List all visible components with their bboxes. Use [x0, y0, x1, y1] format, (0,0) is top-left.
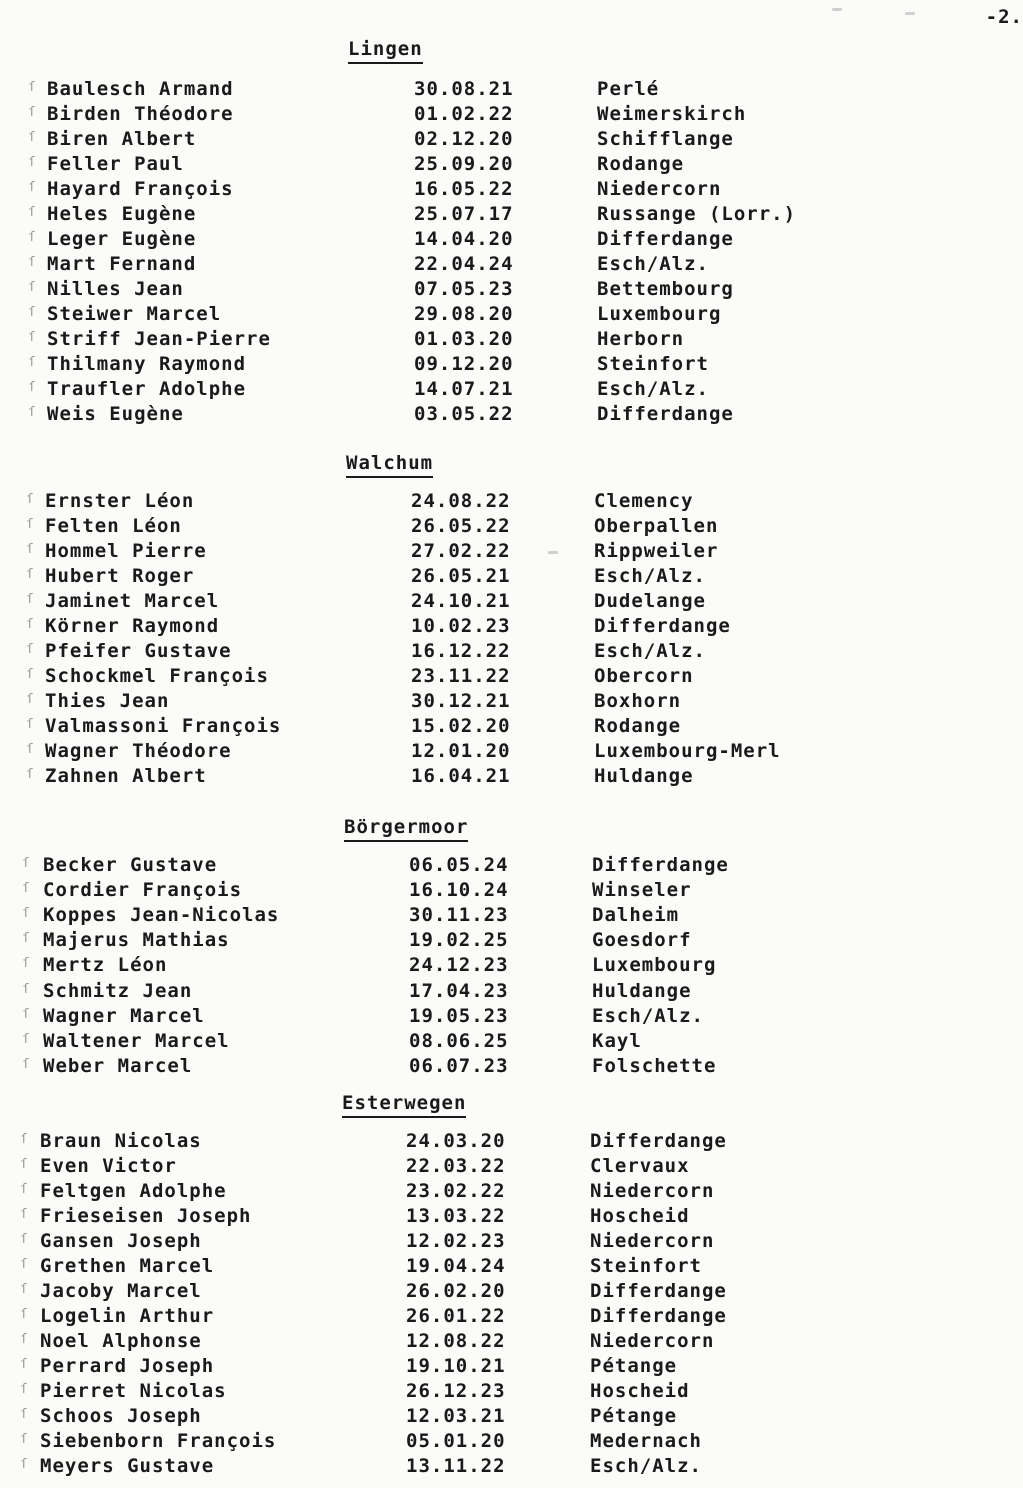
person-name: Thilmany Raymond	[47, 353, 247, 375]
person-name: Braun Nicolas	[40, 1130, 202, 1152]
list-item	[0, 690, 1023, 715]
birth-date: 24.10.21	[411, 590, 511, 612]
home-town: Bettembourg	[597, 278, 734, 300]
person-name: Hubert Roger	[45, 565, 195, 587]
check-mark-icon: ſ	[20, 1432, 29, 1447]
birth-date: 26.12.23	[406, 1380, 506, 1402]
home-town: Esch/Alz.	[590, 1455, 702, 1477]
person-name: Jaminet Marcel	[45, 590, 220, 612]
birth-date: 30.08.21	[414, 78, 514, 100]
person-name: Majerus Mathias	[43, 929, 230, 952]
birth-date: 09.12.20	[414, 353, 514, 375]
home-town: Rippweiler	[594, 540, 719, 562]
check-mark-icon: ſ	[20, 1182, 29, 1197]
check-mark-icon: ſ	[26, 667, 35, 682]
home-town: Esch/Alz.	[597, 253, 709, 275]
home-town: Luxembourg-Merl	[594, 740, 781, 762]
birth-date: 08.06.25	[409, 1029, 509, 1052]
birth-date: 06.05.24	[409, 854, 509, 876]
list-item	[0, 1130, 1023, 1155]
home-town: Luxembourg	[597, 303, 722, 325]
list-item	[0, 740, 1023, 765]
birth-date: 16.12.22	[411, 640, 511, 662]
home-town: Dudelange	[594, 590, 706, 612]
check-mark-icon: ſ	[22, 906, 31, 922]
home-town: Dalheim	[592, 904, 680, 927]
list-item	[0, 1055, 1023, 1080]
birth-date: 01.02.22	[414, 103, 514, 125]
list-item	[0, 954, 1023, 979]
person-name: Hommel Pierre	[45, 540, 207, 562]
check-mark-icon: ſ	[26, 542, 35, 557]
home-town: Differdange	[590, 1305, 727, 1327]
list-item	[0, 1355, 1023, 1380]
birth-date: 14.07.21	[414, 378, 514, 400]
person-name: Feltgen Adolphe	[40, 1180, 227, 1202]
person-name: Ernster Léon	[45, 490, 195, 512]
check-mark-icon: ſ	[22, 856, 31, 871]
birth-date: 13.11.22	[406, 1455, 506, 1477]
list-item	[0, 1455, 1023, 1480]
check-mark-icon: ſ	[26, 517, 35, 532]
check-mark-icon: ſ	[28, 330, 37, 345]
check-mark-icon: ſ	[26, 592, 35, 607]
home-town: Pétange	[590, 1405, 678, 1427]
birth-date: 19.05.23	[409, 1004, 509, 1027]
home-town: Folschette	[592, 1054, 717, 1077]
person-name: Baulesch Armand	[47, 78, 234, 100]
home-town: Weimerskirch	[597, 103, 747, 125]
person-name: Even Victor	[40, 1155, 177, 1177]
home-town: Differdange	[594, 615, 731, 637]
list-item	[0, 1155, 1023, 1180]
list-item	[0, 353, 1023, 378]
person-name: Cordier François	[43, 879, 243, 902]
check-mark-icon: ſ	[20, 1257, 29, 1272]
check-mark-icon: ſ	[22, 881, 31, 897]
check-mark-icon: ſ	[20, 1307, 29, 1322]
list-item	[0, 1030, 1023, 1055]
check-mark-icon: ſ	[26, 617, 35, 632]
person-name: Waltener Marcel	[43, 1029, 230, 1052]
person-name: Schmitz Jean	[43, 979, 193, 1002]
person-name: Wagner Théodore	[45, 740, 232, 762]
home-town: Boxhorn	[594, 690, 682, 712]
home-town: Differdange	[597, 403, 734, 425]
birth-date: 19.04.24	[406, 1255, 506, 1277]
check-mark-icon: ſ	[22, 1056, 31, 1072]
person-name: Valmassoni François	[45, 715, 282, 737]
person-name: Koppes Jean-Nicolas	[43, 904, 280, 927]
home-town: Rodange	[597, 153, 685, 175]
list-item	[0, 1280, 1023, 1305]
birth-date: 15.02.20	[411, 715, 511, 737]
person-name: Schoos Joseph	[40, 1405, 202, 1427]
home-town: Rodange	[594, 715, 682, 737]
list-item	[0, 1305, 1023, 1330]
check-mark-icon: ſ	[28, 130, 37, 145]
list-item	[0, 565, 1023, 590]
home-town: Niedercorn	[597, 178, 722, 200]
list-item	[0, 1430, 1023, 1455]
home-town: Differdange	[590, 1280, 727, 1302]
list-item	[0, 1230, 1023, 1255]
list-item	[0, 715, 1023, 740]
list-item	[0, 765, 1023, 790]
birth-date: 16.04.21	[411, 765, 511, 787]
birth-date: 16.05.22	[414, 178, 514, 200]
home-town: Obercorn	[594, 665, 694, 687]
person-name: Hayard François	[47, 178, 234, 200]
birth-date: 16.10.24	[409, 879, 509, 902]
check-mark-icon: ſ	[28, 155, 37, 170]
check-mark-icon: ſ	[28, 180, 37, 195]
person-name: Birden Théodore	[47, 103, 234, 125]
home-town: Medernach	[590, 1430, 702, 1452]
birth-date: 03.05.22	[414, 403, 514, 425]
home-town: Goesdorf	[592, 929, 692, 952]
home-town: Winseler	[592, 879, 692, 902]
home-town: Schifflange	[597, 128, 734, 150]
birth-date: 14.04.20	[414, 228, 514, 250]
home-town: Steinfort	[590, 1255, 702, 1277]
list-item	[0, 1180, 1023, 1205]
check-mark-icon: ſ	[26, 642, 35, 657]
section-title: Lingen	[348, 38, 423, 64]
list-item	[0, 1205, 1023, 1230]
person-name: Leger Eugène	[47, 228, 197, 250]
home-town: Clemency	[594, 490, 694, 512]
person-name: Perrard Joseph	[40, 1355, 215, 1377]
person-name: Weber Marcel	[43, 1054, 193, 1077]
section-title: Esterwegen	[342, 1092, 466, 1118]
birth-date: 26.02.20	[406, 1280, 506, 1302]
birth-date: 29.08.20	[414, 303, 514, 325]
person-name: Mertz Léon	[43, 954, 168, 977]
person-name: Grethen Marcel	[40, 1255, 215, 1277]
person-name: Jacoby Marcel	[40, 1280, 202, 1302]
person-name: Weis Eugène	[47, 403, 184, 425]
check-mark-icon: ſ	[20, 1407, 29, 1422]
home-town: Differdange	[592, 854, 729, 876]
birth-date: 23.02.22	[406, 1180, 506, 1202]
check-mark-icon: ſ	[26, 767, 35, 782]
person-name: Pierret Nicolas	[40, 1380, 227, 1402]
person-name: Frieseisen Joseph	[40, 1205, 252, 1227]
birth-date: 26.05.22	[411, 515, 511, 537]
birth-date: 24.03.20	[406, 1130, 506, 1152]
birth-date: 19.10.21	[406, 1355, 506, 1377]
person-name: Striff Jean-Pierre	[47, 328, 271, 350]
list-item	[0, 879, 1023, 904]
check-mark-icon: ſ	[20, 1282, 29, 1297]
birth-date: 01.03.20	[414, 328, 514, 350]
list-item	[0, 153, 1023, 178]
home-town: Pétange	[590, 1355, 678, 1377]
person-name: Traufler Adolphe	[47, 378, 247, 400]
list-item	[0, 540, 1023, 565]
person-name: Mart Fernand	[47, 253, 197, 275]
check-mark-icon: ſ	[28, 255, 37, 270]
list-item	[0, 615, 1023, 640]
home-town: Esch/Alz.	[594, 640, 706, 662]
check-mark-icon: ſ	[26, 717, 35, 732]
birth-date: 13.03.22	[406, 1205, 506, 1227]
check-mark-icon: ſ	[28, 230, 37, 245]
person-name: Körner Raymond	[45, 615, 220, 637]
person-name: Noel Alphonse	[40, 1330, 202, 1352]
check-mark-icon: ſ	[20, 1332, 29, 1347]
check-mark-icon: ſ	[20, 1382, 29, 1397]
check-mark-icon: ſ	[22, 956, 31, 972]
person-name: Logelin Arthur	[40, 1305, 215, 1327]
birth-date: 24.12.23	[409, 954, 509, 977]
list-item	[0, 590, 1023, 615]
check-mark-icon: ſ	[22, 981, 31, 997]
birth-date: 12.02.23	[406, 1230, 506, 1252]
birth-date: 30.12.21	[411, 690, 511, 712]
person-name: Schockmel François	[45, 665, 269, 687]
list-item	[0, 904, 1023, 929]
home-town: Esch/Alz.	[597, 378, 709, 400]
list-item	[0, 490, 1023, 515]
check-mark-icon: ſ	[26, 692, 35, 707]
home-town: Niedercorn	[590, 1330, 715, 1352]
list-item	[0, 178, 1023, 203]
home-town: Steinfort	[597, 353, 709, 375]
home-town: Esch/Alz.	[592, 1004, 704, 1027]
person-name: Nilles Jean	[47, 278, 184, 300]
check-mark-icon: ſ	[20, 1357, 29, 1372]
person-name: Felten Léon	[45, 515, 182, 537]
home-town: Russange (Lorr.)	[597, 203, 797, 225]
list-item	[0, 1005, 1023, 1030]
list-item	[0, 1255, 1023, 1280]
person-name: Wagner Marcel	[43, 1004, 205, 1027]
ink-speck	[832, 8, 842, 11]
home-town: Differdange	[590, 1130, 727, 1152]
list-item	[0, 980, 1023, 1005]
list-item	[0, 203, 1023, 228]
person-name: Gansen Joseph	[40, 1230, 202, 1252]
list-item	[0, 378, 1023, 403]
check-mark-icon: ſ	[20, 1207, 29, 1222]
birth-date: 19.02.25	[409, 929, 509, 952]
home-town: Hoscheid	[590, 1205, 690, 1227]
list-item	[0, 403, 1023, 428]
birth-date: 17.04.23	[409, 979, 509, 1002]
home-town: Clervaux	[590, 1155, 690, 1177]
section-title: Walchum	[346, 452, 433, 478]
birth-date: 25.09.20	[414, 153, 514, 175]
list-item	[0, 103, 1023, 128]
birth-date: 02.12.20	[414, 128, 514, 150]
check-mark-icon: ſ	[20, 1232, 29, 1247]
check-mark-icon: ſ	[28, 355, 37, 370]
check-mark-icon: ſ	[28, 105, 37, 120]
home-town: Luxembourg	[592, 954, 717, 977]
list-item	[0, 303, 1023, 328]
check-mark-icon: ſ	[22, 931, 31, 947]
list-item	[0, 640, 1023, 665]
birth-date: 30.11.23	[409, 904, 509, 927]
person-name: Heles Eugène	[47, 203, 197, 225]
person-name: Pfeifer Gustave	[45, 640, 232, 662]
list-item	[0, 515, 1023, 540]
birth-date: 26.05.21	[411, 565, 511, 587]
person-name: Feller Paul	[47, 153, 184, 175]
birth-date: 06.07.23	[409, 1054, 509, 1077]
check-mark-icon: ſ	[28, 380, 37, 395]
home-town: Kayl	[592, 1029, 642, 1052]
birth-date: 26.01.22	[406, 1305, 506, 1327]
home-town: Niedercorn	[590, 1180, 715, 1202]
birth-date: 24.08.22	[411, 490, 511, 512]
birth-date: 05.01.20	[406, 1430, 506, 1452]
birth-date: 25.07.17	[414, 203, 514, 225]
birth-date: 10.02.23	[411, 615, 511, 637]
home-town: Perlé	[597, 78, 660, 100]
birth-date: 27.02.22	[411, 540, 511, 562]
check-mark-icon: ſ	[28, 405, 37, 420]
birth-date: 22.04.24	[414, 253, 514, 275]
home-town: Differdange	[597, 228, 734, 250]
list-item	[0, 854, 1023, 879]
home-town: Esch/Alz.	[594, 565, 706, 587]
check-mark-icon: ſ	[28, 205, 37, 220]
home-town: Huldange	[594, 765, 694, 787]
list-item	[0, 228, 1023, 253]
home-town: Herborn	[597, 328, 685, 350]
check-mark-icon: ſ	[28, 80, 37, 95]
check-mark-icon: ſ	[22, 1006, 31, 1022]
check-mark-icon: ſ	[20, 1157, 29, 1172]
birth-date: 12.01.20	[411, 740, 511, 762]
birth-date: 22.03.22	[406, 1155, 506, 1177]
home-town: Niedercorn	[590, 1230, 715, 1252]
person-name: Zahnen Albert	[45, 765, 207, 787]
person-name: Biren Albert	[47, 128, 197, 150]
section-title: Börgermoor	[344, 816, 468, 842]
list-item	[0, 929, 1023, 954]
birth-date: 23.11.22	[411, 665, 511, 687]
person-name: Thies Jean	[45, 690, 170, 712]
person-name: Steiwer Marcel	[47, 303, 222, 325]
list-item	[0, 128, 1023, 153]
check-mark-icon: ſ	[26, 492, 35, 507]
birth-date: 07.05.23	[414, 278, 514, 300]
list-item	[0, 1405, 1023, 1430]
list-item	[0, 1330, 1023, 1355]
home-town: Huldange	[592, 979, 692, 1002]
check-mark-icon: ſ	[28, 280, 37, 295]
birth-date: 12.03.21	[406, 1405, 506, 1427]
check-mark-icon: ſ	[22, 1031, 31, 1047]
person-name: Becker Gustave	[43, 854, 218, 876]
list-item	[0, 328, 1023, 353]
check-mark-icon: ſ	[20, 1132, 29, 1147]
person-name: Siebenborn François	[40, 1430, 277, 1452]
check-mark-icon: ſ	[26, 742, 35, 757]
check-mark-icon: ſ	[20, 1457, 29, 1472]
list-item	[0, 253, 1023, 278]
home-town: Hoscheid	[590, 1380, 690, 1402]
page-number: -2.	[985, 6, 1023, 28]
check-mark-icon: ſ	[26, 567, 35, 582]
person-name: Meyers Gustave	[40, 1455, 215, 1477]
check-mark-icon: ſ	[28, 305, 37, 320]
birth-date: 12.08.22	[406, 1330, 506, 1352]
list-item	[0, 1380, 1023, 1405]
home-town: Oberpallen	[594, 515, 719, 537]
list-item	[0, 278, 1023, 303]
list-item	[0, 78, 1023, 103]
list-item	[0, 665, 1023, 690]
ink-speck	[905, 12, 915, 15]
